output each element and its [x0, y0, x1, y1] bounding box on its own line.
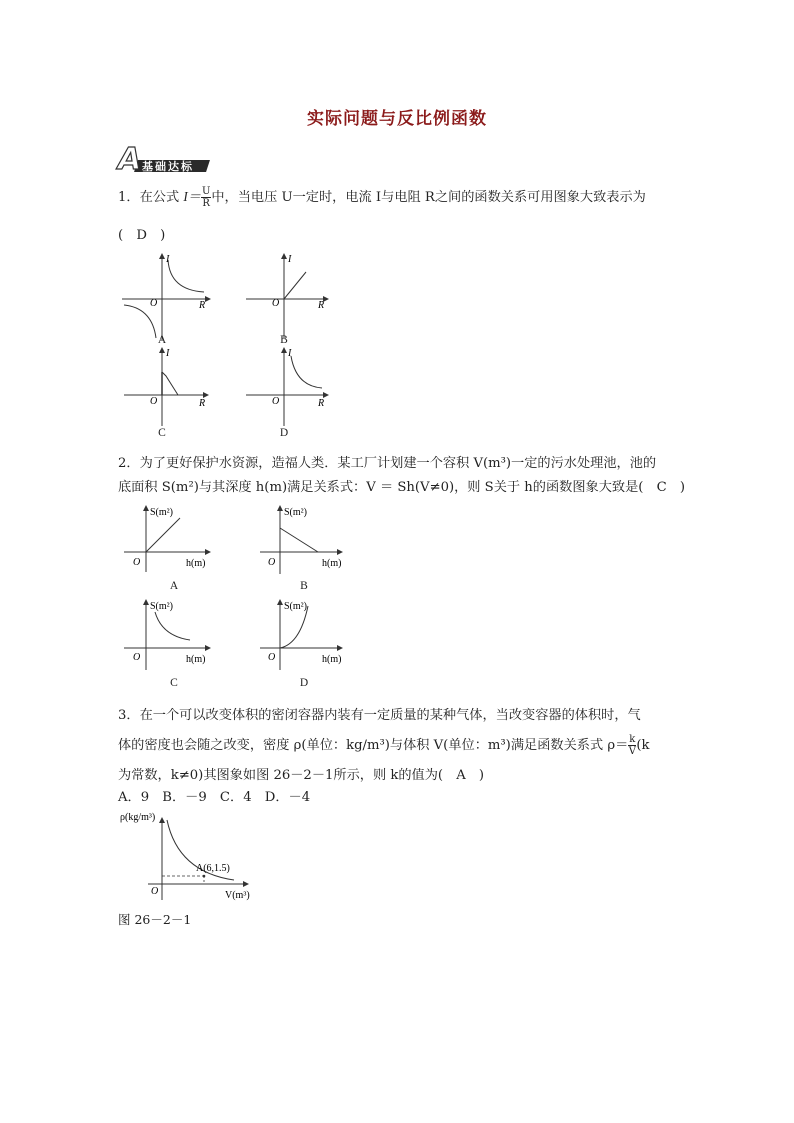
q3-line2-a: 体的密度也会随之改变，密度 ρ(单位：kg/m³)与体积 V(单位：m³)满足函数关系式 ρ＝: [118, 738, 629, 753]
q1-b-axis-y: I: [288, 254, 292, 265]
q3-frac-num: k: [629, 734, 636, 745]
q1-d-origin: O: [272, 396, 280, 407]
q1-caption-b: B: [280, 334, 288, 346]
q2-c-axis-x: h(m): [186, 654, 206, 665]
q1-c-origin: O: [150, 396, 158, 407]
section-badge: [118, 142, 210, 177]
q2-b-axis-y: S(m²): [284, 507, 307, 518]
q1-graph-a: [122, 254, 210, 340]
q2-d-origin: O: [268, 652, 276, 663]
q2-graph-b: [260, 506, 342, 574]
q2-b-origin: O: [268, 557, 276, 568]
q3-point-label: A(6,1.5): [196, 863, 230, 874]
q2-a-axis-y: S(m²): [150, 507, 173, 518]
q1-a-axis-y: I: [166, 254, 170, 265]
q1-b-axis-x: R: [318, 300, 325, 311]
q1-graph-d: [246, 348, 328, 426]
page-title: 实际问题与反比例函数: [307, 109, 487, 129]
q1-frac-den: R: [202, 198, 210, 209]
q1-text: 中，当电压 U一定时，电流 I与电阻 R之间的函数关系可用图象大致表示为: [211, 190, 646, 205]
q1-caption-a: A: [157, 334, 167, 346]
q2-caption-c: C: [170, 677, 178, 689]
q1-a-origin: O: [150, 298, 158, 309]
badge-label: 基础达标: [142, 160, 194, 173]
q1-line1: [118, 186, 646, 209]
q1-answer: ( D ): [118, 228, 166, 243]
q1-formula-lhs: I＝: [183, 189, 201, 204]
badge-letter: A: [118, 142, 142, 177]
q2-b-axis-x: h(m): [322, 558, 342, 569]
q1-b-origin: O: [272, 298, 280, 309]
q1-d-axis-x: R: [318, 398, 325, 409]
q1-prefix: 1．在公式: [118, 190, 180, 205]
q1-fraction: [201, 186, 211, 209]
q2-a-axis-x: h(m): [186, 558, 206, 569]
q1-caption-d: D: [279, 427, 289, 439]
q3-line1: 3．在一个可以改变体积的密闭容器内装有一定质量的某种气体，当改变容器的体积时，气: [118, 708, 641, 723]
q2-d-axis-y: S(m²): [284, 601, 307, 612]
q3-origin: O: [151, 886, 159, 897]
q1-frac-num: U: [201, 186, 211, 197]
q3-line2: [118, 734, 649, 757]
q1-a-axis-x: R: [199, 300, 206, 311]
q2-c-axis-y: S(m²): [150, 601, 173, 612]
q1-d-axis-y: I: [288, 348, 292, 359]
q2-caption-d: D: [299, 677, 309, 689]
q3-figure-caption: 图 26－2－1: [118, 912, 192, 927]
q1-c-axis-y: I: [166, 348, 170, 359]
q1-caption-c: C: [158, 427, 166, 439]
q3-graph: [120, 812, 250, 901]
q2-graph-d: [260, 600, 342, 670]
q2-a-origin: O: [133, 557, 141, 568]
q2-line2: 底面积 S(m²)与其深度 h(m)满足关系式：V ＝ Sh(V≠0)，则 S关于 h的函数图象大致是( C ): [118, 480, 686, 495]
q2-caption-b: B: [300, 580, 308, 592]
q3-line2-b: (k: [636, 738, 650, 753]
q1-graph-c: [124, 348, 208, 426]
q3-axis-x: V(m³): [225, 890, 250, 901]
q2-caption-a: A: [169, 580, 179, 592]
q3-line3: 为常数，k≠0)其图象如图 26－2－1所示，则 k的值为( A ): [118, 768, 485, 783]
q1-graph-b: [246, 254, 328, 338]
q2-graph-a: [124, 506, 210, 572]
q2-graph-c: [124, 600, 210, 670]
q2-d-axis-x: h(m): [322, 654, 342, 665]
q2-line1: 2．为了更好保护水资源，造福人类．某工厂计划建一个容积 V(m³)一定的污水处理池，池的: [118, 456, 657, 471]
q3-axis-y: ρ(kg/m³): [120, 812, 156, 823]
q3-frac-den: V: [628, 746, 636, 757]
q1-c-axis-x: R: [199, 398, 206, 409]
q3-choices: A．9 B．－9 C．4 D．－4: [118, 790, 311, 805]
q2-c-origin: O: [133, 652, 141, 663]
